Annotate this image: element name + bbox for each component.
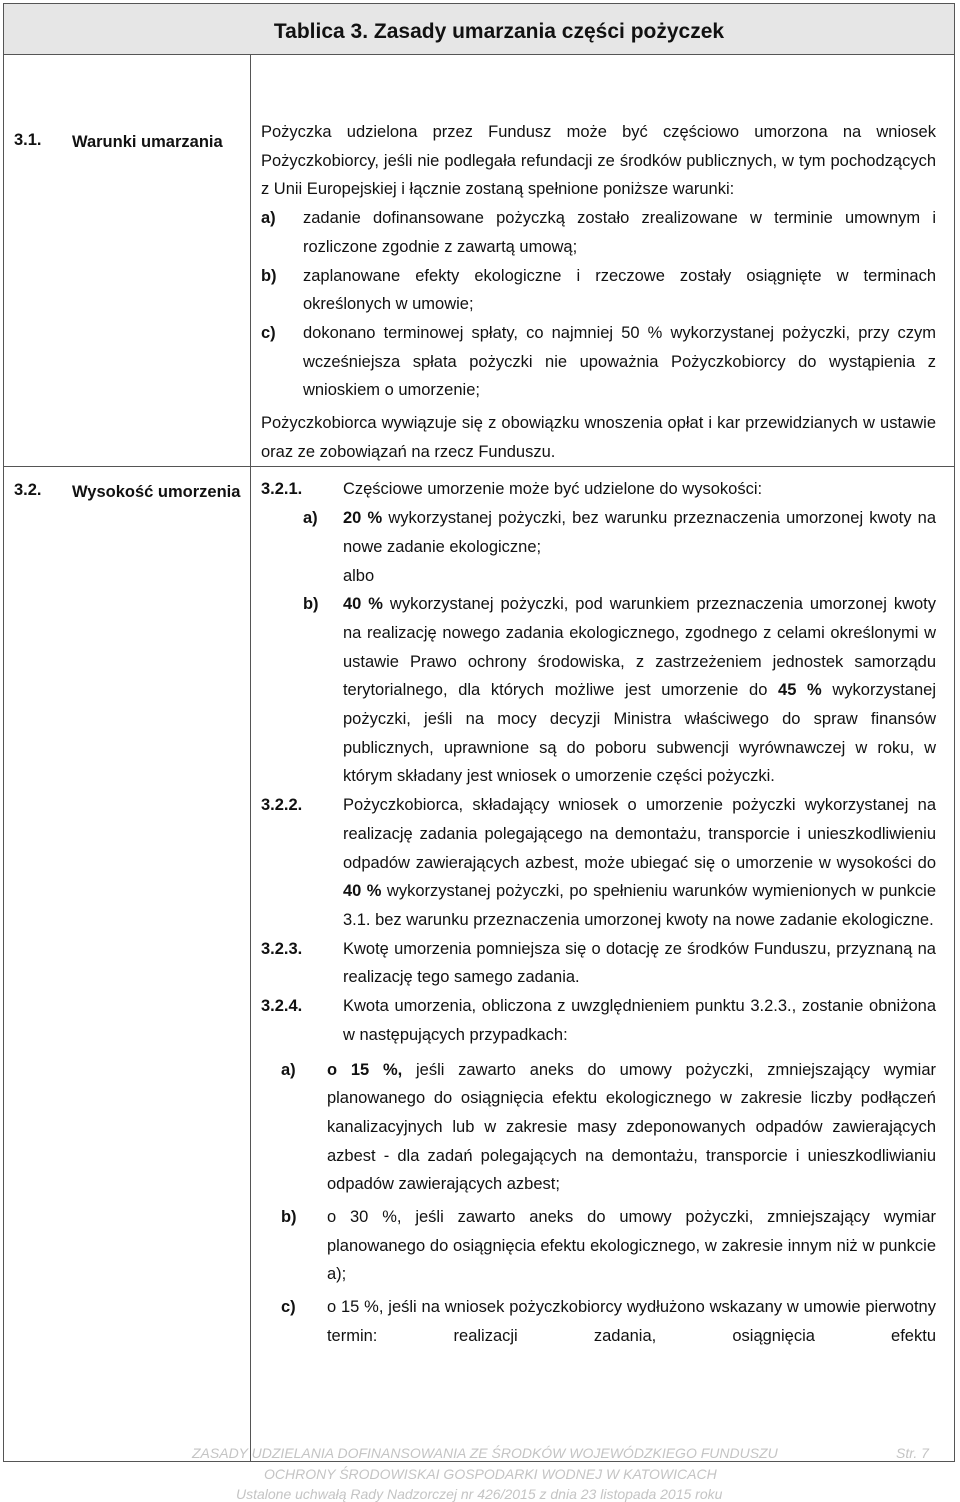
section-3-1-intro: Pożyczka udzielona przez Fundusz może być częściowo umorzona na wniosek Pożyczkobiorcy, jeśli nie podlegała refundacji ze środków publicznych, w tym pochodzących z Unii Europejskiej i łącznie zostaną spełnione poniższe warunki: (260, 123, 936, 199)
list-item: c) o 15 %, jeśli na wniosek pożyczkobiorcy wydłużono wskazany w umowie pierwotny termin: realizacji zadania, osiągnięcia efektu (280, 1298, 936, 1345)
section-3-2-name: Wysokość umorzenia (72, 483, 241, 502)
table-title: Tablica 3. Zasady umarzania części pożyczek (273, 20, 725, 43)
section-3-1-row (4, 55, 955, 467)
footer-line-3: Ustalone uchwałą Rady Nadzorczej nr 426/2015 z dnia 23 listopada 2015 roku (236, 1486, 723, 1502)
section-3-2-content (250, 467, 954, 1462)
list-item: b) o 30 %, jeśli zawarto aneks do umowy pożyczki, zmniejszający wymiar planowanego do osiągnięcia efektu ekologicznego, w zakresie innym niż w punkcie a); (280, 1208, 936, 1284)
section-3-2-label-cell (4, 467, 251, 1462)
albo-text: albo (342, 566, 375, 585)
point-3-2-2: 3.2.2. Pożyczkobiorca, składający wniosek o umorzenie pożyczki wykorzystanej na realizację zadania polegającego na demontażu, transporcie i unieszkodliwieniu odpadów zawierających azbest, może ubiegać się o umorzenie w wysokości do 40 % wykorzystanej pożyczki, po spełnieniu warunków wymienionych w punkcie 3.1. bez warunku przeznaczenia umorzonej kwoty na nowe zadanie ekologiczne. (260, 796, 937, 929)
section-3-1-number: 3.1. (14, 131, 42, 149)
footer-line-2: OCHRONY ŚRODOWISKAI GOSPODARKI WODNEJ W KATOWICACH (264, 1466, 717, 1482)
table-title-cell (4, 4, 955, 55)
list-item: a) 20 % wykorzystanej pożyczki, bez warunku przeznaczenia umorzonej kwoty na nowe zadanie ekologiczne; (302, 509, 936, 556)
footer-line-1: ZASADY UDZIELANIA DOFINANSOWANIA ZE ŚRODKÓW WOJEWÓDZKIEGO FUNDUSZU (192, 1445, 778, 1461)
section-3-1-label-cell (4, 55, 251, 467)
rules-table (3, 3, 955, 1462)
section-3-2-row (4, 467, 955, 1462)
section-3-1-name: Warunki umarzania (72, 133, 223, 151)
list-item: a) zadanie dofinansowane pożyczką zostało zrealizowane w terminie umownym i rozliczone zgodnie z zawartą umową; (260, 209, 936, 256)
list-item: b) 40 % wykorzystanej pożyczki, pod warunkiem przeznaczenia umorzonej kwoty na realizację nowego zadania ekologicznego, zgodnego z celami określonymi w ustawie Prawo ochrony środowiska, z zastrzeżeniem jednostek samorządu terytorialnego, dla których możliwe jest umorzenie do 45 % wykorzystanej pożyczki, jeśli na mocy decyzji Ministra właściwego do spraw finansów publicznych, uprawnione są do poboru subwencji wyrównawczej w roku, w którym składany jest wniosek o umorzenie części pożyczki. (302, 595, 936, 786)
section-3-2-number: 3.2. (14, 481, 42, 500)
list-item: c) dokonano terminowej spłaty, co najmniej 50 % wykorzystanej pożyczki, przy czym wcześniejsza spłata pożyczki nie upoważnia Pożyczkobiorcy do wystąpienia z wnioskiem o umorzenie; (260, 323, 936, 400)
list-item: a) o 15 %, jeśli zawarto aneks do umowy pożyczki, zmniejszający wymiar planowanego do osiągnięcia efektu ekologicznego w zakresie liczby podłączeń kanalizacyjnych lub w zakresie masy zdeponowanych odpadów zawierających azbest - dla zadań polegających na demontażu, transporcie i unieszkodliwianiu odpadów zawierających azbest; (280, 1060, 936, 1194)
page-number: Str. 7 (896, 1445, 929, 1461)
list-item: b) zaplanowane efekty ekologiczne i rzeczowe zostały osiągnięte w terminach określonych w umowie; (260, 266, 936, 314)
point-3-2-4: 3.2.4. Kwota umorzenia, obliczona z uwzględnieniem punktu 3.2.3., zostanie obniżona w następujących przypadkach: (260, 997, 936, 1044)
point-3-2-3: 3.2.3. Kwotę umorzenia pomniejsza się o dotację ze środków Funduszu, przyznaną na realizację tego samego zadania. (260, 939, 936, 987)
section-3-1-content (250, 55, 954, 467)
section-3-1-closing: Pożyczkobiorca wywiązuje się z obowiązku wnoszenia opłat i kar przewidzianych w ustawie oraz ze zobowiązań na rzecz Funduszu. (260, 414, 936, 461)
point-3-2-1: 3.2.1. Częściowe umorzenie może być udzielone do wysokości: (260, 480, 763, 499)
